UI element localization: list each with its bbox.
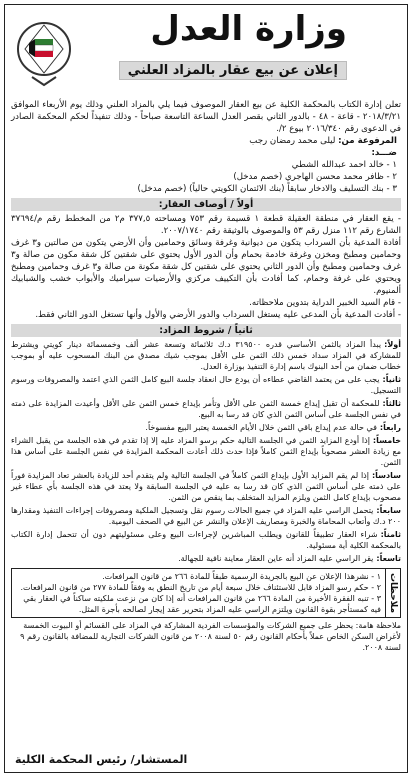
term-text: يجب على من يعتمد القاضي عطاءه أن يودع حال انعقاد جلسة البيع كامل الثمن الذي اعتمد والمصروفات ورسوم التسجيل. xyxy=(11,375,401,395)
term-text: إذا لم يقم المزايد الأول بإيداع الثمن كاملاً في الجلسة التالية ولم يتقدم أحد للزيادة بالعشر تعاد المزايدة فوراً على ذمته على أساس الثمن الذي كان قد رسا به عليه في الجلسة السابقة ولا يعتد في هذه الجلسة بأي عطاء غير مصحوب بإيداع كامل الثمن ويلزم المزايد المتخلف بما ينقص من الثمن. xyxy=(11,471,401,502)
auction-notice xyxy=(4,4,408,773)
header xyxy=(5,5,407,99)
term-number: تاسعاً: xyxy=(376,554,401,563)
term-text: إذا أودع المزايد الثمن في الجلسة التالية حكم برسو المزاد عليه إلا إذا تقدم في هذه الجلسة من يقبل الشراء مع زيادة العشر مصحوباً بإيداع الثمن كاملاً فإذا حدث ذلك أعادت المحكمة المزايدة في نفس الجلسة على أساس هذا الثمن. xyxy=(11,436,401,467)
notes-label: ملاحظات xyxy=(385,569,400,617)
notes-box xyxy=(11,568,401,618)
term-item xyxy=(11,505,401,527)
term-item xyxy=(11,398,401,420)
term-number: ثانياً: xyxy=(382,375,401,384)
term-text: للمحكمة أن تقبل إيداع خمسة الثمن على الأقل وتأمر بإيداع خمس الثمن على الأقل وأعيدت المزايدة على ذمته في نفس الجلسة على أساس الثمن الذي كان قد رسا به البيع. xyxy=(11,399,401,419)
intro-paragraph: تعلن إدارة الكتاب بالمحكمة الكلية عن بيع العقار الموصوف فيما يلي بالمزاد العلني وذلك يوم الأربعاء الموافق ٢٠١٨/٣/٢١ - قاعة - ٤٨ - بالدور الثاني بقصر العدل الساعة التاسعة صباحاً - وذلك تنفيذاً لحكم المحكمة الصادر في الدعوى رقم ٢٠١٦/٣٤٠ بيوع ٢/. xyxy=(11,100,402,134)
term-item xyxy=(11,529,401,551)
signature: المستشار/ رئيس المحكمة الكلية xyxy=(15,753,188,766)
term-item xyxy=(11,553,401,564)
term-number: ثالثاً: xyxy=(382,399,401,408)
term-number: أولاً: xyxy=(384,340,401,349)
ministry-title: وزارة العدل xyxy=(150,9,347,49)
plaintiff-label: المرفوعة من: xyxy=(338,136,397,146)
note-item: ٢ - حكم رسو المزاد قابل للاستئناف خلال سبعة أيام من تاريخ النطق به وفقاً للمادة ٢٧٧ من قانون المرافعات. xyxy=(20,583,381,592)
note-item: ١ - نشرهذا الإعلان عن البيع بالجريدة الرسمية طبقاً للمادة ٢٦٦ من قانون المرافعات. xyxy=(102,572,381,581)
term-item xyxy=(11,470,401,503)
term-text: يتحمل الراسي عليه المزاد في جميع الحالات رسوم نقل وتسجيل الملكية ومصروفات إجراءات التنفيذ ومقدارها ٢٠٠ د.ك وأتعاب المحاماة والخبرة ومصاريف الإعلان والنشر عن البيع في الصحف اليومية. xyxy=(11,506,401,526)
note-item: ٣ - تنبه الفقرة الأخيرة من المادة ٢٦٦ من قانون المرافعات أنه إذا كان من نزعت ملكيته ساكناً في العقار بقي فيه كمستأجر بقوة القانون ويلتزم الراسي عليه المزاد بتحرير عقد إيجار لصالحه بأجرة المثل. xyxy=(23,594,381,614)
term-number: ثامناً: xyxy=(380,530,401,539)
description-paragraph: أفادة المدعية بأن السرداب يتكون من ديوانية وغرفة وسائق وحمامين وأن الأرضي يتكون من صالتين و٣ غرف وحمامين ومطبخ ومخزن وغرفة خادمة بحمام وأن الدور الأول يحتوي على شقتين كل شقة مكون من صالة و٣ غرف وحمامين ومطبخ وأن الدور الثاني يحتوي على شقتين كل شقة مكونة من صالة و٣ غرف وحمامين ومطبخ ويحتوي على غرفة وحمام، كما أفادت بأن التكييف مركزي والأرضيات سيراميك والأبواب خشب والشبابيك ألمنيوم. xyxy=(11,238,401,296)
term-item xyxy=(11,435,401,468)
section-one-title: أولاً / أوصاف العقار: xyxy=(11,198,401,211)
term-text: يبدأ المزاد بالثمن الأساسي قدره ٣١٩٥٠٠ د.ك ثلاثمائة وتسعة عشر ألف وخمسمائة دينار كويتي ويشترط للمشاركة في المزاد سداد خمس ذلك الثمن على الأقل بموجب شيك مصدق من البنك المسحوب عليه أو بموجب خطاب ضمان من أحد البنوك باسم إدارة التنفيذ بوزارة العدل. xyxy=(11,340,401,371)
defendant-item: ٣ - بنك التسليف والادخار سابقاً (بنك الائتمان الكويتي حالياً) (خصم مدخل) xyxy=(137,184,397,194)
term-item xyxy=(11,422,401,433)
term-number: خامساً: xyxy=(372,436,401,445)
announcement-title: إعلان عن بيع عقار بالمزاد العلني xyxy=(119,61,347,80)
term-text: شراء العقار تطبيقاً للقانون ويطلب المباشرين لإجراءات البيع وعلى مسئوليتهم دون أن تتحمل إدارة الكتاب بالمحكمة الكلية أية مسئولية. xyxy=(11,530,401,550)
description-paragraph: - يقع العقار في منطقة العقيلة قطعة ١ قسيمة رقم ٧٥٣ ومساحته ٣٧٧,٥ م٢ من المخطط رقم م/٣٧٦٩٤ الشارع رقم ١١٢ منزل رقم ٥٣ والموصوف بالوثيقة رقم ٢٠٠٧/١٧٤٠. xyxy=(11,214,401,236)
term-text: يقر الراسي عليه المزاد أنه عاين العقار معاينة نافية للجهالة. xyxy=(178,554,374,563)
term-item xyxy=(11,339,401,372)
description-paragraph: - أفادت المدعية بأن المدعى عليه يستغل السرداب والدور الأرضي والأول وأنها تستغل الدور الثاني فقط. xyxy=(35,310,401,320)
plaintiff-name: ليلى محمد رمضان رجب xyxy=(249,136,336,146)
defendant-item: ١ - خالد احمد عبدالله الشطي xyxy=(291,160,397,170)
term-number: سادساً: xyxy=(371,471,401,480)
term-number: رابعاً: xyxy=(379,423,401,432)
terms-list xyxy=(5,339,407,564)
notes-body xyxy=(12,569,385,617)
term-text: في حالة عدم إيداع باقي الثمن خلال الأيام الخمسة يعتبر البيع مفسوخاً. xyxy=(145,423,377,432)
term-number: سابعاً: xyxy=(376,506,401,515)
kuwait-emblem-icon xyxy=(13,11,75,89)
defendant-item: ٢ - ظافر محمد محسن الهاجري (خصم مدخل) xyxy=(233,172,397,182)
term-item xyxy=(11,374,401,396)
description-paragraph: - قام السيد الخبير الدراية بتدوين ملاحظاته. xyxy=(249,298,401,308)
section-two-title: ثانياً / شروط المزاد: xyxy=(11,324,401,337)
defendants-label: ضـــد: xyxy=(371,148,397,158)
important-note: ملاحظة هامة: يحظر على جميع الشركات والمؤسسات الفردية المشاركة في المزاد على القسائم أو البيوت الخمسة لأغراض السكن الخاص عملاً بأحكام القانون رقم ٥٠ لسنة ٢٠٠٨ من قانون الشركات التجارية للمضافة بالقانون رقم ٩ لسنة ٢٠٠٨. xyxy=(20,621,401,653)
plaintiff-line xyxy=(15,135,397,147)
parties xyxy=(5,135,407,195)
